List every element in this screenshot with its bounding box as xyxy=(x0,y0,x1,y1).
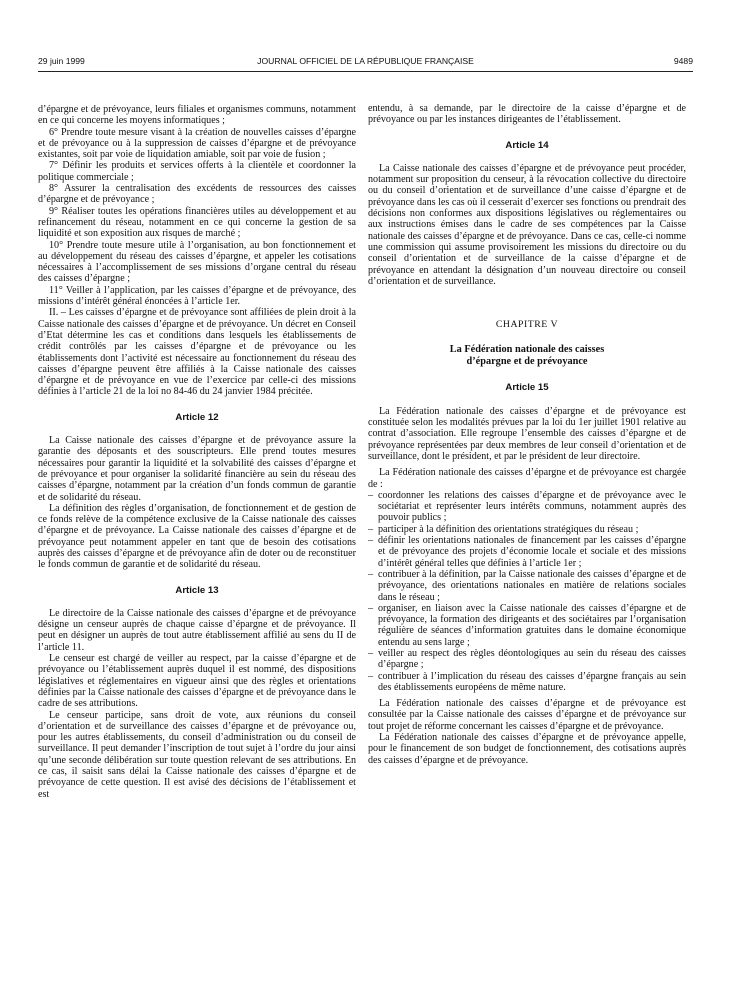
list-item: – participer à la définition des orientations stratégiques du réseau ; xyxy=(368,524,686,535)
paragraph: 9° Réaliser toutes les opérations financières utiles au développement et au refinancement du réseau, notamment en ce qui concerne la gestion de sa liquidité et son exposition aux risques de marché ; xyxy=(38,205,356,240)
left-column xyxy=(38,104,356,800)
list-item: – organiser, en liaison avec la Caisse nationale des caisses d’épargne et de prévoyance, la formation des dirigeants et des sociétaires par l’organisation régulière de séances d’information gratuites dans le domaine économique entendu au sens large ; xyxy=(368,603,686,648)
paragraph: 6° Prendre toute mesure visant à la création de nouvelles caisses d’épargne et de prévoyance ou à la suppression de caisses d’épargne et de prévoyance existantes, soit par voie de liquidation amiable, soit par voie de fusion ; xyxy=(38,126,356,161)
paragraph: II. – Les caisses d’épargne et de prévoyance sont affiliées de plein droit à la Caisse nationale des caisses d’épargne et de prévoyance. Un décret en Conseil d’Etat détermine les cas et conditions dans lesquels les établissements de crédit contrôlés par les caisses d’épargne et de prévoyance ou les établissements dont l’activité est nécessaire au fonctionnement du réseau des caisses d’épargne peuvent être affiliés à la Caisse nationale des caisses d’épargne et de prévoyance en vue de l’exercice par celle-ci des missions définies à l’article 21 de la loi no 84-46 du 24 janvier 1984 précitée. xyxy=(38,307,356,398)
page-header xyxy=(38,56,693,70)
paragraph: d’épargne et de prévoyance, leurs filiales et organismes communs, notamment en ce qui concerne les moyens informatiques ; xyxy=(38,104,356,127)
paragraph: Le censeur participe, sans droit de vote, aux réunions du conseil d’orientation et de surveillance des caisses d’épargne et de prévoyance ou, pour les autres établissements, du conseil d’administration ou du conseil de surveillance. Il peut demander l’inscription de tout sujet à l’ordre du jour ainsi qu’une seconde délibération sur toute question relevant de ses attributions. En ce cas, il saisit sans délai la Caisse nationale des caisses d’épargne et de prévoyance de cette question. Il est avisé des décisions de l’établissement et est xyxy=(38,709,356,800)
list-item: – contribuer à l’implication du réseau des caisses d’épargne français au sein des établissements européens de même nature. xyxy=(368,671,686,694)
article-heading: Article 15 xyxy=(505,382,549,394)
paragraph: La Caisse nationale des caisses d’épargne et de prévoyance peut procéder, notamment sur proposition du censeur, à la révocation collective du directoire ou du conseil d’orientation et de surveillance d’une caisse d’épargne et de prévoyance dans les cas où il cesserait d’exercer ses fonctions ou prendrait des décisions non conformes aux dispositions législatives ou réglementaires ou aux instructions émises dans le cadre de ses compétences par la Caisse nationale des caisses d’épargne et de prévoyance. Dans ce cas, celle-ci nomme une commission qui assume provisoirement les missions du directoire ou du conseil d’orientation et de surveillance de la caisse d’épargne et de prévoyance en attendant la désignation d’un nouveau directoire ou conseil d’orientation et de surveillance. xyxy=(368,162,686,287)
list-item: – définir les orientations nationales de financement par les caisses d’épargne et de prévoyance des projets d’économie locale et sociale et des missions d’intérêt général telles que définies à l’article 1er ; xyxy=(368,535,686,569)
paragraph: 7° Définir les produits et services offerts à la clientèle et coordonner la politique commerciale ; xyxy=(38,160,356,183)
header-rule xyxy=(38,71,693,72)
chapter-heading: CHAPITRE V xyxy=(495,319,559,331)
paragraph: La Fédération nationale des caisses d’épargne et de prévoyance est constituée selon les modalités prévues par la loi du 1er juillet 1901 relative au contrat d’association. Elle regroupe l’ensemble des caisses d’épargne et de prévoyance représentées par deux membres de leur conseil d’orientation et de surveillance, dont le président, et par le président de leur directoire. xyxy=(368,405,686,462)
paragraph: 11° Veiller à l’application, par les caisses d’épargne et de prévoyance, des missions d’intérêt général énoncées à l’article 1er. xyxy=(38,284,356,308)
header-title: JOURNAL OFFICIEL DE LA RÉPUBLIQUE FRANÇAISE xyxy=(257,56,474,66)
list-item: – contribuer à la définition, par la Caisse nationale des caisses d’épargne et de prévoyance, des orientations nationales en matière de relations sociales dans le réseau ; xyxy=(368,569,686,603)
chapter-title-line: d’épargne et de prévoyance xyxy=(466,356,588,368)
paragraph: 8° Assurer la centralisation des excédents de ressources des caisses d’épargne et de prévoyance ; xyxy=(38,183,356,206)
paragraph: La Fédération nationale des caisses d’épargne et de prévoyance appelle, pour le financement de son budget de fonctionnement, des cotisations auprès des caisses d’épargne et de prévoyance. xyxy=(368,732,686,766)
chapter-title-line: La Fédération nationale des caisses xyxy=(449,344,605,356)
right-column xyxy=(368,103,686,766)
header-date: 29 juin 1999 xyxy=(38,56,85,66)
mission-list xyxy=(368,490,686,693)
article-heading: Article 12 xyxy=(175,411,219,423)
paragraph: La Caisse nationale des caisses d’épargne et de prévoyance assure la garantie des déposants et des souscripteurs. Elle prend toutes mesures nécessaires pour garantir la liquidité et la solvabilité des caisses d’épargne et de prévoyance et pour organiser la solidarité financière au sein du réseau des caisses d’épargne, notamment par la création d’un fonds commun de garantie et de solidarité du réseau. xyxy=(38,435,356,503)
paragraph: entendu, à sa demande, par le directoire de la caisse d’épargne et de prévoyance ou par les instances dirigeantes de l’établissement. xyxy=(368,103,686,126)
paragraph: La Fédération nationale des caisses d’épargne et de prévoyance est chargée de : xyxy=(368,467,686,490)
paragraph: Le censeur est chargé de veiller au respect, par la caisse d’épargne et de prévoyance ou l’établissement auprès duquel il est nommé, des dispositions législatives et réglementaires en vigueur ainsi que des règles et orientations définies par la Caisse nationale des caisses d’épargne et de prévoyance dans le cadre de ses attributions. xyxy=(38,653,356,710)
paragraph: La Fédération nationale des caisses d’épargne et de prévoyance est consultée par la Caisse nationale des caisses d’épargne et de prévoyance sur tout projet de réforme concernant les caisses d’épargne et de prévoyance. xyxy=(368,698,686,732)
list-item: – coordonner les relations des caisses d’épargne et de prévoyance avec le sociétariat et représenter leurs intérêts communs, notamment auprès des pouvoir publics ; xyxy=(368,490,686,524)
paragraph: La définition des règles d’organisation, de fonctionnement et de gestion de ce fonds relève de la compétence exclusive de la Caisse nationale des caisses d’épargne et de prévoyance. La Caisse nationale des caisses d’épargne et de prévoyance peut notamment appeler en tant que de besoin des cotisations auprès des caisses d’épargne et de prévoyance afin de doter ou de reconstituer le fonds commun de garantie et de solidarité du réseau. xyxy=(38,502,356,571)
paragraph: Le directoire de la Caisse nationale des caisses d’épargne et de prévoyance désigne un censeur auprès de chaque caisse d’épargne et de prévoyance. Il peut en désigner un auprès de tout autre établissement affilié au sens du II de l’article 11. xyxy=(38,607,356,653)
paragraph: 10° Prendre toute mesure utile à l’organisation, au bon fonctionnement et au développement du réseau des caisses d’épargne, et appeler les cotisations nécessaires à l’accomplissement de ses missions d’organe central du réseau des caisses d’épargne ; xyxy=(38,239,356,285)
chapter-title xyxy=(368,344,686,368)
header-page-number: 9489 xyxy=(673,56,693,66)
article-heading: Article 14 xyxy=(505,139,549,151)
list-item: – veiller au respect des règles déontologiques au sein du réseau des caisses d’épargne ; xyxy=(368,648,686,671)
article-heading: Article 13 xyxy=(175,584,219,596)
